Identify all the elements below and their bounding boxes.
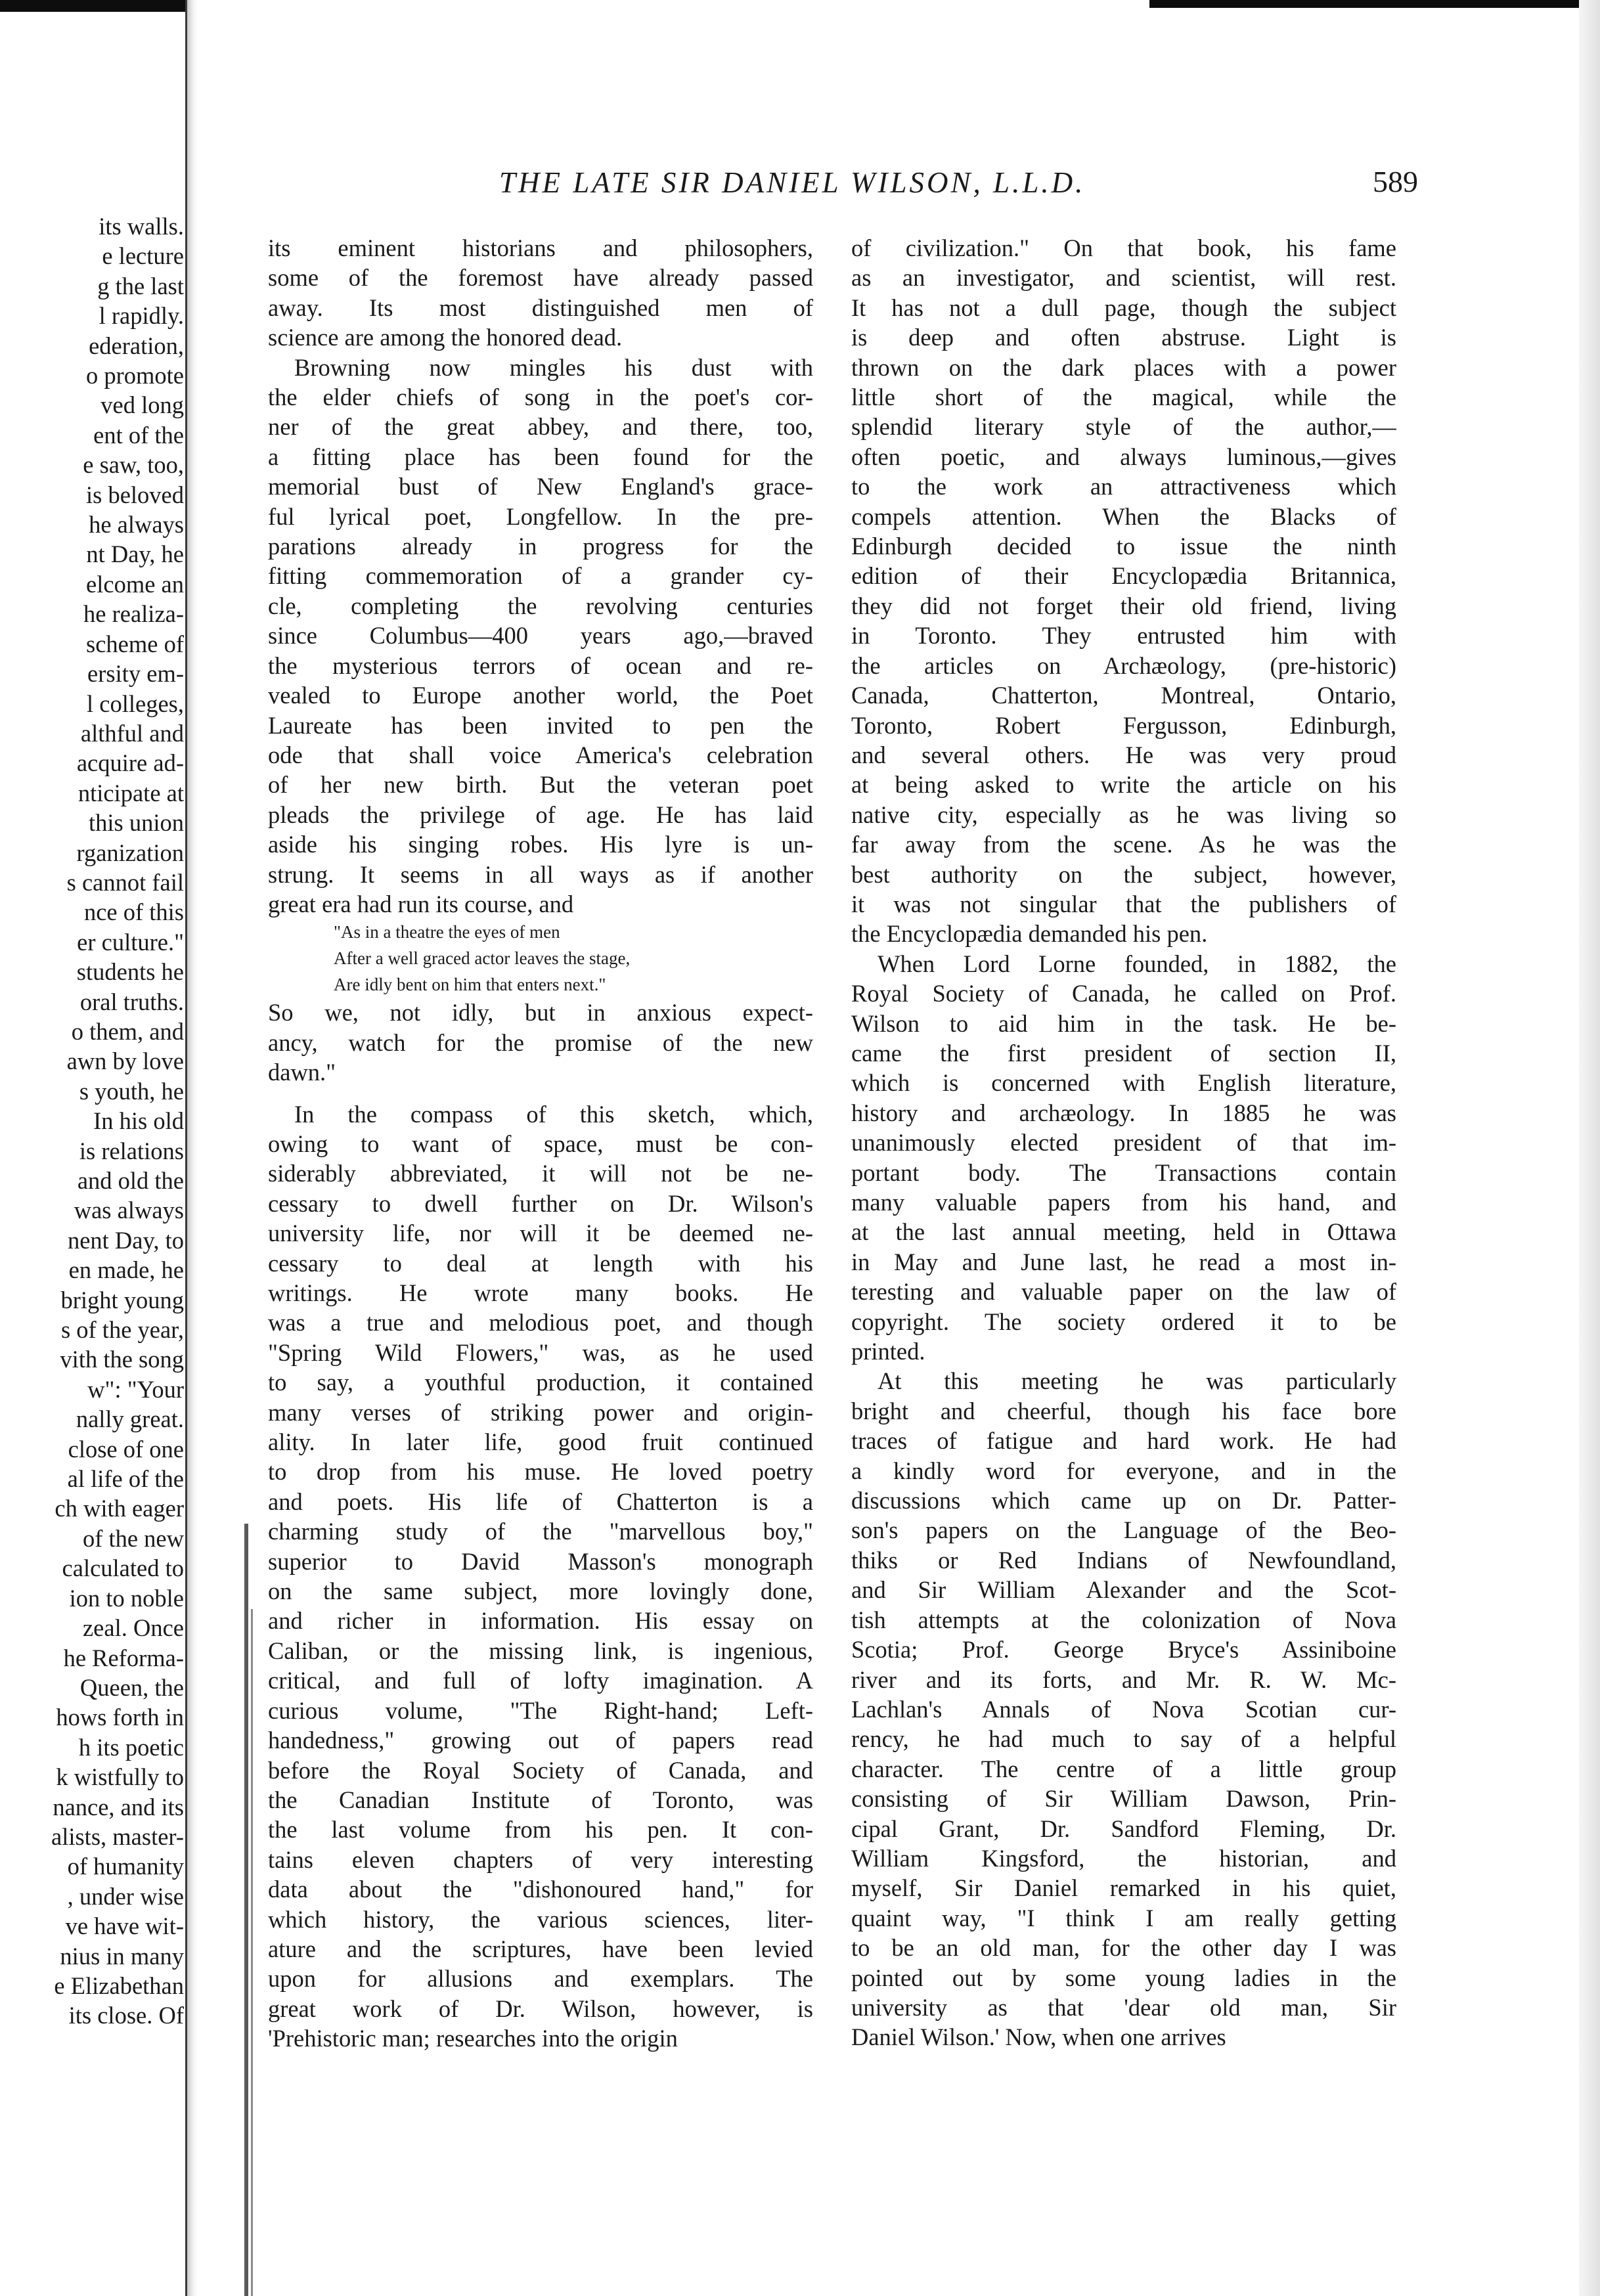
text-line: hows forth in <box>56 1704 184 1731</box>
text-line: splendid literary style of the author,— <box>851 413 1396 441</box>
text-line: Daniel Wilson.' Now, when one arrives <box>851 2023 1226 2051</box>
text-line: tish attempts at the colonization of Nova <box>851 1606 1396 1633</box>
text-line: e Elizabethan <box>54 1972 184 1999</box>
text-line: teresting and valuable paper on the law of <box>851 1278 1396 1306</box>
text-line: it was not singular that the publishers of <box>851 890 1396 917</box>
text-line: and richer in information. His essay on <box>268 1607 813 1635</box>
text-line: ent of the <box>93 421 184 449</box>
text-line: It has not a dull page, though the subject <box>851 294 1396 321</box>
text-line: charming study of the "marvellous boy," <box>268 1518 813 1545</box>
text-line: students he <box>76 958 184 986</box>
text-line: thrown on the dark places with a power <box>851 353 1396 381</box>
text-line: alists, master- <box>51 1822 184 1850</box>
text-line: ersity em- <box>87 660 184 688</box>
text-line: the Canadian Institute of Toronto, was <box>268 1786 813 1813</box>
text-line: l rapidly. <box>99 302 184 330</box>
text-line: compels attention. When the Blacks of <box>851 502 1396 530</box>
text-line: in Toronto. They entrusted him with <box>851 622 1396 650</box>
text-line: pleads the privilege of age. He has laid <box>268 801 813 828</box>
text-line: the Encyclopædia demanded his pen. <box>851 920 1208 948</box>
text-line: e lecture <box>102 242 184 270</box>
text-line: he always <box>89 511 184 539</box>
text-line: at being asked to write the article on his <box>851 771 1396 799</box>
text-line: the elder chiefs of song in the poet's cor- <box>268 384 813 411</box>
text-line: Are idly bent on him that enters next." <box>334 975 606 995</box>
text-line: strung. It seems in all ways as if another <box>268 860 813 888</box>
text-line: owing to want of space, must be con- <box>268 1130 813 1157</box>
text-line: quaint way, "I think I am really getting <box>851 1904 1396 1932</box>
text-line: of humanity <box>67 1853 184 1880</box>
text-line: close of one <box>68 1435 184 1463</box>
text-line: he Reforma- <box>63 1644 184 1671</box>
text-column-left <box>268 233 813 2054</box>
text-line: and Sir William Alexander and the Scot- <box>851 1576 1396 1604</box>
text-line: son's papers on the Language of the Beo- <box>851 1516 1396 1544</box>
text-line: w": "Your <box>87 1375 184 1403</box>
text-line: s youth, he <box>79 1077 184 1105</box>
text-line: came the first president of section II, <box>851 1039 1396 1067</box>
text-line: science are among the honored dead. <box>268 324 623 351</box>
text-line: printed. <box>851 1338 925 1365</box>
text-line: William Kingsford, the historian, and <box>851 1844 1396 1872</box>
text-line: parations already in progress for the <box>268 533 813 560</box>
text-line: handedness," growing out of papers read <box>268 1727 813 1754</box>
text-line: acquire ad- <box>76 749 184 777</box>
text-line: portant body. The Transactions contain <box>851 1159 1396 1186</box>
text-line: Scotia; Prof. George Bryce's Assiniboine <box>851 1636 1396 1664</box>
text-line: ederation, <box>89 332 184 359</box>
text-column-right <box>851 233 1396 2052</box>
text-line: unanimously elected president of that im- <box>851 1129 1396 1157</box>
text-line: awn by love <box>66 1048 184 1075</box>
text-line: curious volume, "The Right-hand; Left- <box>268 1696 813 1724</box>
text-line: bright and cheerful, though his face bore <box>851 1397 1396 1424</box>
text-line: Queen, the <box>79 1673 184 1701</box>
text-line: in May and June last, he read a most in- <box>851 1248 1396 1275</box>
text-line: is relations <box>79 1137 184 1164</box>
text-line: many verses of striking power and origin- <box>268 1398 813 1426</box>
text-line: its eminent historians and philosophers, <box>268 234 813 261</box>
text-line: he realiza- <box>83 600 184 628</box>
text-line: discussions which came up on Dr. Patter- <box>851 1487 1396 1514</box>
text-line: cle, completing the revolving centuries <box>268 592 813 619</box>
text-line: When Lord Lorne founded, in 1882, the <box>878 950 1396 977</box>
text-line: s of the year, <box>60 1316 184 1344</box>
text-line: Lachlan's Annals of Nova Scotian cur- <box>851 1695 1396 1723</box>
text-line: of her new birth. But the veteran poet <box>268 771 813 799</box>
text-line: en made, he <box>68 1256 184 1284</box>
text-line: is beloved <box>85 481 184 508</box>
text-line: copyright. The society ordered it to be <box>851 1308 1396 1335</box>
text-line: ion to noble <box>69 1584 184 1612</box>
text-line: Canada, Chatterton, Montreal, Ontario, <box>851 682 1396 709</box>
text-line: nally great. <box>76 1405 184 1433</box>
text-line: native city, especially as he was living so <box>851 801 1396 828</box>
text-line: since Columbus—400 years ago,—braved <box>268 622 813 650</box>
text-line: is deep and often abstruse. Light is <box>851 324 1396 351</box>
text-line: away. Its most distinguished men of <box>268 294 813 321</box>
text-line: memorial bust of New England's grace- <box>268 473 813 500</box>
text-line: ch with eager <box>55 1495 184 1522</box>
text-line: upon for allusions and exemplars. The <box>268 1965 813 1993</box>
text-line: which history, the various sciences, liter- <box>268 1905 813 1933</box>
text-line: vith the song <box>60 1346 184 1373</box>
text-line: Laureate has been invited to pen the <box>268 711 813 739</box>
text-line: bright young <box>60 1286 184 1314</box>
text-line: al life of the <box>67 1465 184 1493</box>
text-line: university life, nor will it be deemed ne- <box>268 1220 813 1247</box>
text-line: althful and <box>80 719 184 747</box>
text-line: Caliban, or the missing link, is ingenious, <box>268 1637 813 1664</box>
text-line: Wilson to aid him in the task. He be- <box>851 1009 1396 1037</box>
text-line: some of the foremost have already passed <box>268 264 813 292</box>
text-line: to be an old man, for the other day I was <box>851 1934 1396 1962</box>
text-line: ancy, watch for the promise of the new <box>268 1028 813 1056</box>
text-line: before the Royal Society of Canada, and <box>268 1756 813 1784</box>
text-line: nance, and its <box>53 1793 184 1821</box>
text-line: and old the <box>77 1167 184 1194</box>
text-line: the articles on Archæology, (pre-historic) <box>851 651 1396 679</box>
text-line: and several others. He was very proud <box>851 741 1396 768</box>
previous-page-column-fragment <box>0 211 184 2031</box>
text-line: ful lyrical poet, Longfellow. In the pre- <box>268 502 813 530</box>
scan-edge-top-right <box>1149 0 1600 8</box>
binding-line-secondary <box>251 1609 253 2296</box>
text-line: er culture." <box>77 928 184 956</box>
text-line: at the last annual meeting, held in Ottawa <box>851 1218 1396 1246</box>
text-line: on the same subject, more lovingly done, <box>268 1578 813 1605</box>
text-line: this union <box>88 809 184 837</box>
text-line: critical, and full of lofty imagination. A <box>268 1667 813 1694</box>
scan-edge-right <box>1579 0 1600 2296</box>
text-line: , under wise <box>67 1882 184 1910</box>
text-line: At this meeting he was particularly <box>878 1367 1396 1395</box>
text-line: ner of the great abbey, and there, too, <box>268 413 813 441</box>
text-line: ality. In later life, good fruit continued <box>268 1428 813 1456</box>
text-line: of civilization." On that book, his fame <box>851 234 1396 261</box>
text-line: calculated to <box>62 1555 184 1582</box>
text-line: to the work an attractiveness which <box>851 473 1396 500</box>
text-line: they did not forget their old friend, living <box>851 592 1396 619</box>
text-line: many valuable papers from his hand, and <box>851 1189 1396 1216</box>
text-line: far away from the scene. As he was the <box>851 831 1396 858</box>
text-line: was always <box>74 1197 184 1224</box>
text-line: river and its forts, and Mr. R. W. Mc- <box>851 1666 1396 1693</box>
text-line: cessary to deal at length with his <box>268 1249 813 1277</box>
text-line: In the compass of this sketch, which, <box>294 1100 813 1128</box>
text-line: of the new <box>82 1524 184 1552</box>
text-line: a fitting place has been found for the <box>268 443 813 470</box>
text-line: nce of this <box>83 898 184 926</box>
text-line: aside his singing robes. His lyre is un- <box>268 831 813 858</box>
text-line: pointed out by some young ladies in the <box>851 1964 1396 1991</box>
text-line: rency, he had much to say of a helpful <box>851 1725 1396 1753</box>
text-line: dawn." <box>268 1059 336 1086</box>
text-line: character. The centre of a little group <box>851 1755 1396 1782</box>
text-line: So we, not idly, but in anxious expect- <box>268 999 813 1027</box>
text-line: as an investigator, and scientist, will rest. <box>851 264 1396 292</box>
text-line: to drop from his muse. He loved poetry <box>268 1458 813 1486</box>
text-line: nticipate at <box>78 779 184 806</box>
page-fold-shadow <box>187 0 198 2296</box>
text-line: 'Prehistoric man; researches into the origin <box>268 2025 678 2052</box>
text-line: cipal Grant, Dr. Sandford Fleming, Dr. <box>851 1815 1396 1842</box>
text-line: "Spring Wild Flowers," was, as he used <box>268 1338 813 1366</box>
text-line: o promote <box>85 362 184 389</box>
text-line: great era had run its course, and <box>268 890 574 917</box>
text-line: to say, a youthful production, it contained <box>268 1369 813 1396</box>
text-line: the last volume from his pen. It con- <box>268 1816 813 1843</box>
text-line: which is concerned with English literature, <box>851 1069 1396 1097</box>
text-line: myself, Sir Daniel remarked in his quiet, <box>851 1874 1396 1902</box>
text-line: siderably abbreviated, it will not be ne- <box>268 1160 813 1187</box>
text-line: nent Day, to <box>67 1226 184 1254</box>
text-line: e saw, too, <box>83 451 184 479</box>
text-line: o them, and <box>71 1017 184 1045</box>
text-line: Royal Society of Canada, he called on Prof. <box>851 980 1396 1007</box>
text-line: was a true and melodious poet, and though <box>268 1309 813 1336</box>
text-line: "As in a theatre the eyes of men <box>334 922 560 942</box>
text-line: ve have wit- <box>65 1912 184 1940</box>
text-line: fitting commemoration of a grander cy- <box>268 562 813 590</box>
text-line: edition of their Encyclopædia Britannica, <box>851 562 1396 590</box>
text-line: the mysterious terrors of ocean and re- <box>268 651 813 679</box>
text-line: zeal. Once <box>82 1614 184 1642</box>
text-line: and poets. His life of Chatterton is a <box>268 1488 813 1515</box>
text-line: best authority on the subject, however, <box>851 860 1396 888</box>
text-line: h its poetic <box>78 1733 184 1761</box>
text-line: nius in many <box>60 1942 184 1970</box>
text-line: s cannot fail <box>66 868 184 896</box>
text-line: its walls. <box>99 213 184 240</box>
text-line: writings. He wrote many books. He <box>268 1279 813 1306</box>
paragraph-gap <box>268 1088 813 1099</box>
binding-line <box>244 1524 248 2296</box>
text-line: l colleges, <box>87 690 184 717</box>
scan-edge-top-left <box>0 0 187 12</box>
text-line: oral truths. <box>79 988 184 1015</box>
text-line: cessary to dwell further on Dr. Wilson's <box>268 1189 813 1217</box>
text-line: superior to David Masson's monograph <box>268 1547 813 1575</box>
text-line: its close. Of <box>68 2002 184 2029</box>
text-line: university as that 'dear old man, Sir <box>851 1993 1396 2021</box>
text-line: scheme of <box>86 630 184 657</box>
text-line: traces of fatigue and hard work. He had <box>851 1427 1396 1455</box>
text-line: g the last <box>97 272 184 299</box>
text-line: Edinburgh decided to issue the ninth <box>851 533 1396 560</box>
page-number: 589 <box>1373 165 1418 198</box>
text-line: history and archæology. In 1885 he was <box>851 1099 1396 1126</box>
text-line: consisting of Sir William Dawson, Prin- <box>851 1785 1396 1813</box>
text-line: elcome an <box>86 570 184 598</box>
text-line: tains eleven chapters of very interesting <box>268 1845 813 1873</box>
text-line: little short of the magical, while the <box>851 384 1396 411</box>
text-line: often poetic, and always luminous,—gives <box>851 443 1396 470</box>
text-line: Toronto, Robert Fergusson, Edinburgh, <box>851 711 1396 739</box>
text-line: a kindly word for everyone, and in the <box>851 1457 1396 1484</box>
text-line: data about the "dishonoured hand," for <box>268 1876 813 1903</box>
text-line: great work of Dr. Wilson, however, is <box>268 1995 813 2022</box>
running-title: THE LATE SIR DANIEL WILSON, L.L.D. <box>499 166 1086 199</box>
text-line: thiks or Red Indians of Newfoundland, <box>851 1546 1396 1574</box>
text-line: k wistfully to <box>56 1763 184 1791</box>
text-line: In his old <box>93 1107 184 1135</box>
text-line: ved long <box>100 391 184 419</box>
text-line: Browning now mingles his dust with <box>294 353 813 381</box>
text-line: ature and the scriptures, have been levied <box>268 1935 813 1962</box>
text-line: nt Day, he <box>86 541 184 568</box>
text-line: vealed to Europe another world, the Poet <box>268 682 813 709</box>
text-line: ode that shall voice America's celebration <box>268 741 813 768</box>
text-line: rganization <box>76 839 184 866</box>
text-line: After a well graced actor leaves the stage, <box>334 948 631 969</box>
